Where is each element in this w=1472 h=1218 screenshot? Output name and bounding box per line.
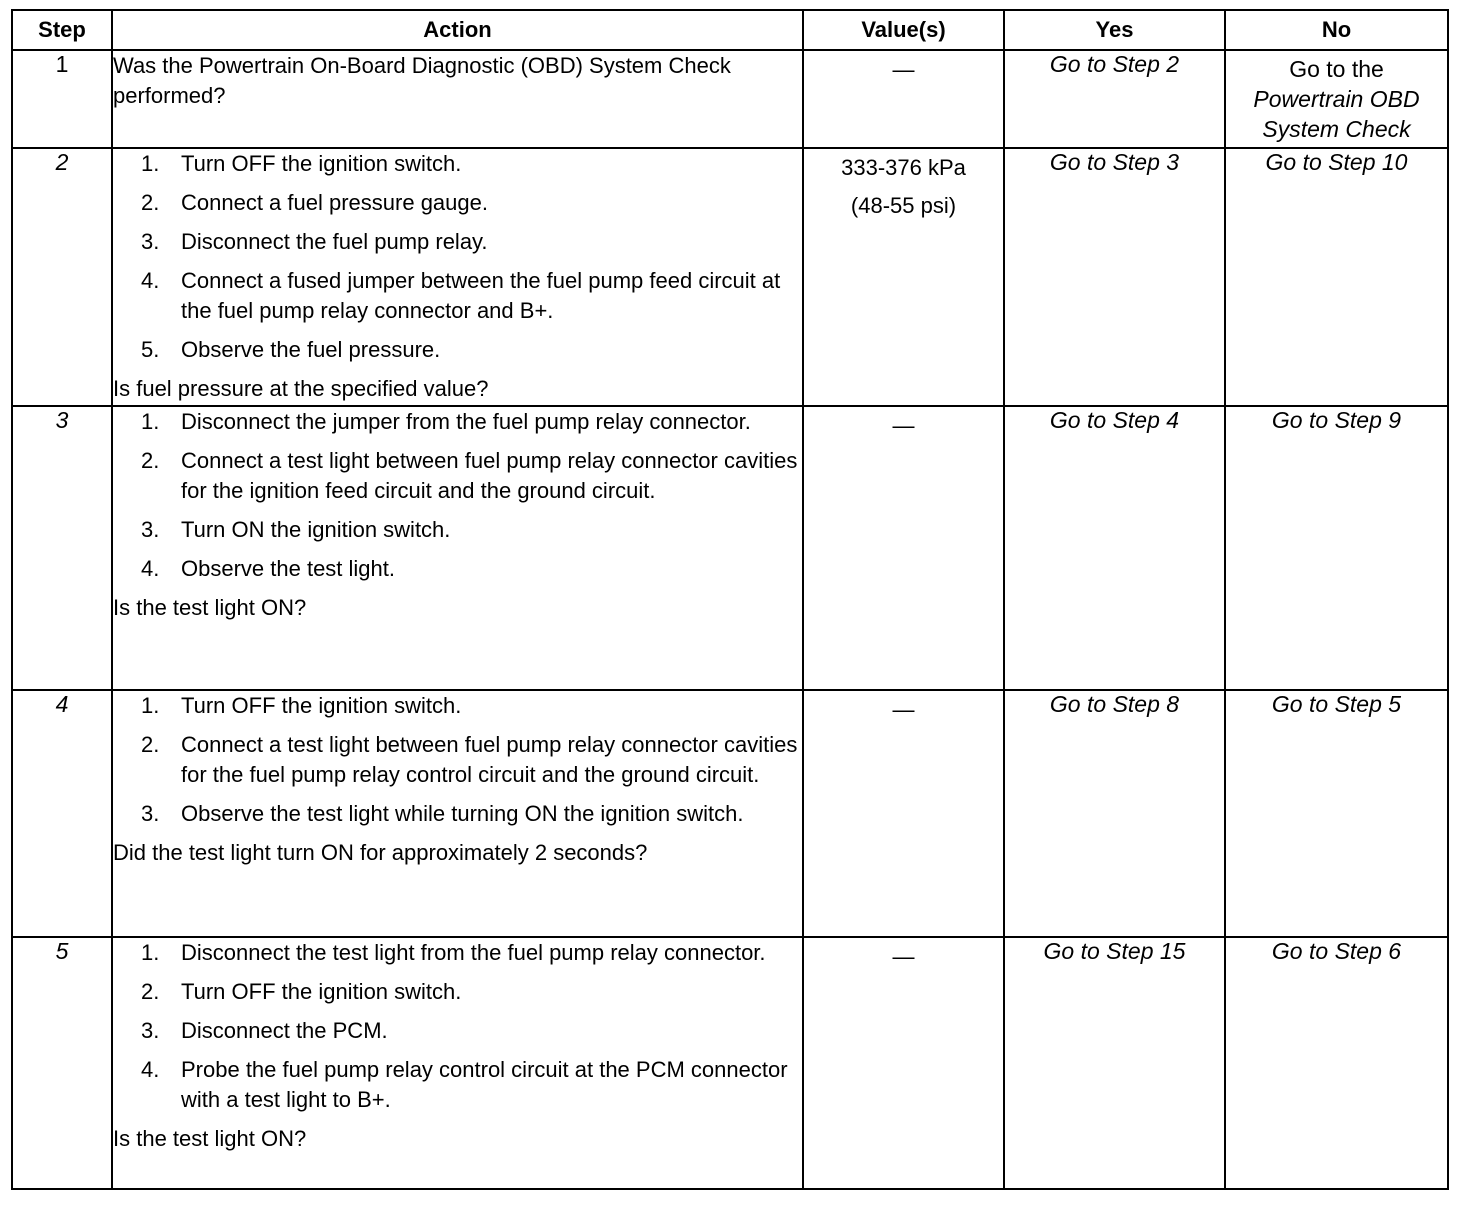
header-yes: Yes xyxy=(1004,10,1225,50)
no-outcome-line: Powertrain OBD xyxy=(1253,86,1420,112)
step-number: 2 xyxy=(12,148,112,406)
action-step: 3. Observe the test light while turning ON the ignition switch. xyxy=(141,801,744,826)
no-outcome: Go to Step 6 xyxy=(1225,937,1448,1189)
header-no: No xyxy=(1225,10,1448,50)
diagnostic-table xyxy=(11,9,1449,1190)
action-question: Is the test light ON? xyxy=(113,595,307,620)
no-outcome: Go to Step 9 xyxy=(1225,406,1448,690)
action-step: 1. Turn OFF the ignition switch. xyxy=(141,151,462,176)
step-number: 1 xyxy=(12,50,112,148)
header-step: Step xyxy=(12,10,112,50)
no-outcome: Go to Step 5 xyxy=(1225,690,1448,937)
action-step: 4. Connect a fused jumper between the fuel pump feed circuit at the fuel pump relay connector and B+. xyxy=(141,268,781,323)
table-row xyxy=(12,690,1448,937)
step-number: 4 xyxy=(12,690,112,937)
yes-outcome: Go to Step 2 xyxy=(1004,50,1225,148)
value-cell: — xyxy=(803,50,1004,148)
action-question: Is fuel pressure at the specified value? xyxy=(113,376,489,401)
no-outcome xyxy=(1225,50,1448,148)
step-number: 3 xyxy=(12,406,112,690)
action-step: 4. Observe the test light. xyxy=(141,556,395,581)
header-action: Action xyxy=(112,10,803,50)
action-step: 4. Probe the fuel pump relay control circuit at the PCM connector with a test light to B+. xyxy=(141,1057,788,1112)
value-cell: — xyxy=(803,690,1004,937)
step-number: 5 xyxy=(12,937,112,1189)
value-line: (48-55 psi) xyxy=(850,193,957,218)
action-step: 2. Connect a fuel pressure gauge. xyxy=(141,190,488,215)
no-outcome-line: System Check xyxy=(1262,116,1411,142)
action-question: Is the test light ON? xyxy=(113,1126,307,1151)
value-cell: — xyxy=(803,406,1004,690)
yes-outcome: Go to Step 8 xyxy=(1004,690,1225,937)
header-values: Value(s) xyxy=(803,10,1004,50)
action-step: 1. Disconnect the jumper from the fuel pump relay connector. xyxy=(141,409,751,434)
action-question: Did the test light turn ON for approximately 2 seconds? xyxy=(113,840,648,865)
action-cell xyxy=(112,690,803,937)
action-question: Was the Powertrain On-Board Diagnostic (OBD) System Check performed? xyxy=(113,53,731,108)
action-step: 5. Observe the fuel pressure. xyxy=(141,337,441,362)
table-row xyxy=(12,148,1448,406)
yes-outcome: Go to Step 15 xyxy=(1004,937,1225,1189)
yes-outcome: Go to Step 4 xyxy=(1004,406,1225,690)
action-steps xyxy=(113,407,802,584)
no-outcome: Go to Step 10 xyxy=(1225,148,1448,406)
action-cell xyxy=(112,148,803,406)
action-step: 2. Turn OFF the ignition switch. xyxy=(141,979,462,1004)
action-steps xyxy=(113,149,802,365)
action-step: 3. Turn ON the ignition switch. xyxy=(141,517,451,542)
action-cell xyxy=(112,50,803,148)
no-outcome-line: Go to the xyxy=(1289,56,1384,82)
table-row xyxy=(12,937,1448,1189)
action-cell xyxy=(112,937,803,1189)
action-step: 1. Turn OFF the ignition switch. xyxy=(141,693,462,718)
action-step: 2. Connect a test light between fuel pump relay connector cavities for the fuel pump relay control circuit and the ground circuit. xyxy=(141,732,798,787)
table-row xyxy=(12,406,1448,690)
action-cell xyxy=(112,406,803,690)
action-step: 3. Disconnect the PCM. xyxy=(141,1018,388,1043)
value-cell: — xyxy=(803,937,1004,1189)
header-row xyxy=(12,10,1448,50)
action-step: 3. Disconnect the fuel pump relay. xyxy=(141,229,488,254)
action-steps xyxy=(113,691,802,829)
yes-outcome: Go to Step 3 xyxy=(1004,148,1225,406)
action-steps xyxy=(113,938,802,1115)
table-row xyxy=(12,50,1448,148)
value-line: 333-376 kPa xyxy=(841,155,966,180)
value-cell xyxy=(803,148,1004,406)
action-step: 2. Connect a test light between fuel pump relay connector cavities for the ignition feed circuit and the ground circuit. xyxy=(141,448,798,503)
action-step: 1. Disconnect the test light from the fuel pump relay connector. xyxy=(141,940,766,965)
